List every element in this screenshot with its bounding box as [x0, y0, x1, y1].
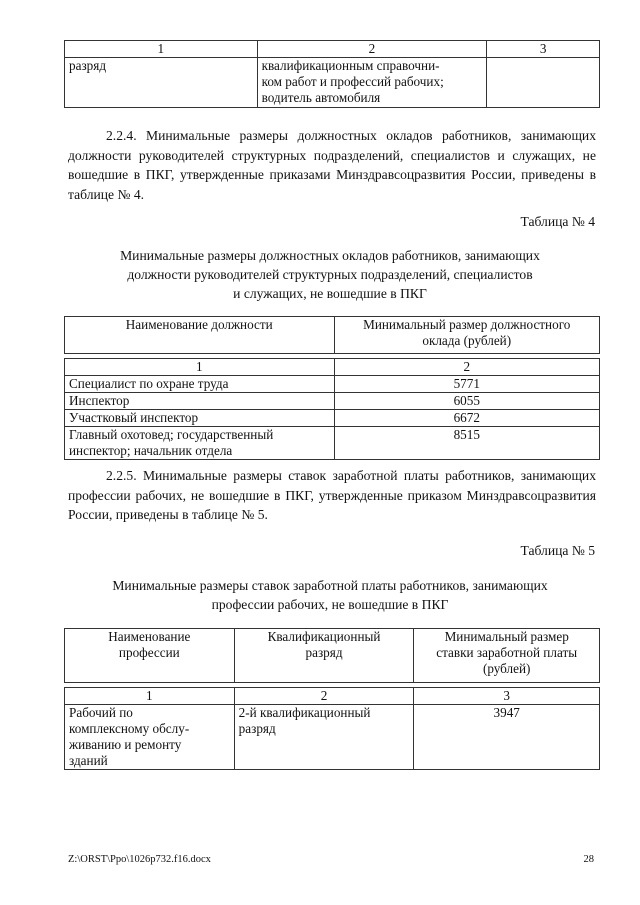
table-4-row-value: 8515: [334, 427, 600, 460]
top-table-header-row: [65, 41, 600, 58]
table-5-header-salary-line: ставки заработной платы: [436, 645, 578, 660]
paragraph-2-2-4: 2.2.4. Минимальные размеры должностных окладов работников, занимающих должности руководителей структурных подразделений, специалистов и служащих, не вошедшие в ПКГ, утвержденные приказами Минздравсоцразвития России, приведены в таблице № 4.: [68, 128, 596, 202]
top-table-cell-2-line: квалификационным справочни-: [261, 58, 440, 73]
table-4-header-salary-line: Минимальный размер должностного: [363, 317, 571, 332]
table-4-row-value: 5771: [334, 376, 600, 393]
table-5-header-grade-line: Квалификационный: [267, 629, 381, 644]
table-5-header-salary-line: Минимальный размер: [444, 629, 569, 644]
table-4-title-line: и служащих, не вошедшие в ПКГ: [233, 286, 427, 301]
table-4-title: [80, 246, 580, 303]
top-table-header-2: 2: [257, 41, 487, 58]
table-4-header-name: Наименование должности: [65, 317, 335, 354]
table-5-header-profession-line: профессии: [118, 645, 180, 660]
table-5-number-2: 2: [234, 688, 414, 705]
table-5-header-grade-line: разряд: [305, 645, 343, 660]
table-4-header-salary: [334, 317, 600, 354]
table-4-number-2: 2: [334, 359, 600, 376]
table-4-number-1: 1: [65, 359, 335, 376]
table-4-row-name: Специалист по охране труда: [65, 376, 335, 393]
table-5-row-grade-line: 2-й квалификационный: [238, 705, 371, 720]
table-5-title: [70, 576, 590, 614]
top-table-cell-2-line: водитель автомобиля: [261, 90, 381, 105]
table-5-row-profession-line: Рабочий по: [69, 705, 133, 720]
table-row: [65, 376, 600, 393]
table-4-header-salary-line: оклада (рублей): [422, 333, 512, 348]
table-4: [64, 316, 600, 460]
table-5-header-grade: [234, 629, 414, 683]
table-row: [65, 58, 600, 108]
table-5-number-3: 3: [414, 688, 600, 705]
table-5-row-grade-line: разряд: [238, 721, 276, 736]
table-5: [64, 628, 600, 770]
table-5-header-salary-line: (рублей): [482, 661, 531, 676]
table-row: [65, 705, 600, 770]
table-4-label: Таблица № 4: [520, 214, 595, 229]
table-5-row-profession-line: зданий: [69, 753, 108, 768]
table-5-title-line: Минимальные размеры ставок заработной платы работников, занимающих: [112, 578, 548, 593]
table-5-header-profession: [65, 629, 235, 683]
table-4-row-name: Участковый инспектор: [65, 410, 335, 427]
table-row: [65, 427, 600, 460]
table-4-row-name-line: Главный охотовед; государственный: [69, 427, 274, 442]
top-table-cell-1: разряд: [65, 58, 258, 108]
table-5-row-profession-line: комплексному обслу-: [69, 721, 190, 736]
table-5-row-profession-line: живанию и ремонту: [69, 737, 182, 752]
top-table-cell-2: [257, 58, 487, 108]
table-4-header-row: [65, 317, 600, 354]
table-5-row-profession: [65, 705, 235, 770]
table-4-title-line: должности руководителей структурных подразделений, специалистов: [127, 267, 533, 282]
top-table-header-3: 3: [487, 41, 600, 58]
footer-page-number: 28: [583, 854, 594, 865]
table-5-label: Таблица № 5: [520, 543, 595, 558]
paragraph-2-2-5: 2.2.5. Минимальные размеры ставок заработной платы работников, занимающих профессии рабочих, не вошедшие в ПКГ, утвержденные приказом Минздравсоцразвития России, приведены в таблице № 5.: [68, 468, 596, 522]
table-5-header-salary: [414, 629, 600, 683]
table-4-row-value: 6055: [334, 393, 600, 410]
table-5-header-profession-line: Наименование: [108, 629, 191, 644]
table-5-header-row: [65, 629, 600, 683]
table-4-number-row: [65, 359, 600, 376]
table-5-row-grade: [234, 705, 414, 770]
table-5-number-row: [65, 688, 600, 705]
top-table-header-1: 1: [65, 41, 258, 58]
table-5-number-1: 1: [65, 688, 235, 705]
table-5-row-salary: 3947: [414, 705, 600, 770]
table-5-title-line: профессии рабочих, не вошедшие в ПКГ: [211, 597, 449, 612]
table-4-row-name: Инспектор: [65, 393, 335, 410]
top-table-cell-2-line: ком работ и профессий рабочих;: [261, 74, 444, 89]
table-4-row-value: 6672: [334, 410, 600, 427]
footer-file-path: Z:\ORST\Ppo\1026p732.f16.docx: [68, 854, 211, 865]
top-table: [64, 40, 600, 108]
table-row: [65, 410, 600, 427]
table-4-row-name: [65, 427, 335, 460]
table-4-title-line: Минимальные размеры должностных окладов работников, занимающих: [120, 248, 540, 263]
top-table-cell-3: [487, 58, 600, 108]
table-4-row-name-line: инспектор; начальник отдела: [69, 443, 233, 458]
table-row: [65, 393, 600, 410]
